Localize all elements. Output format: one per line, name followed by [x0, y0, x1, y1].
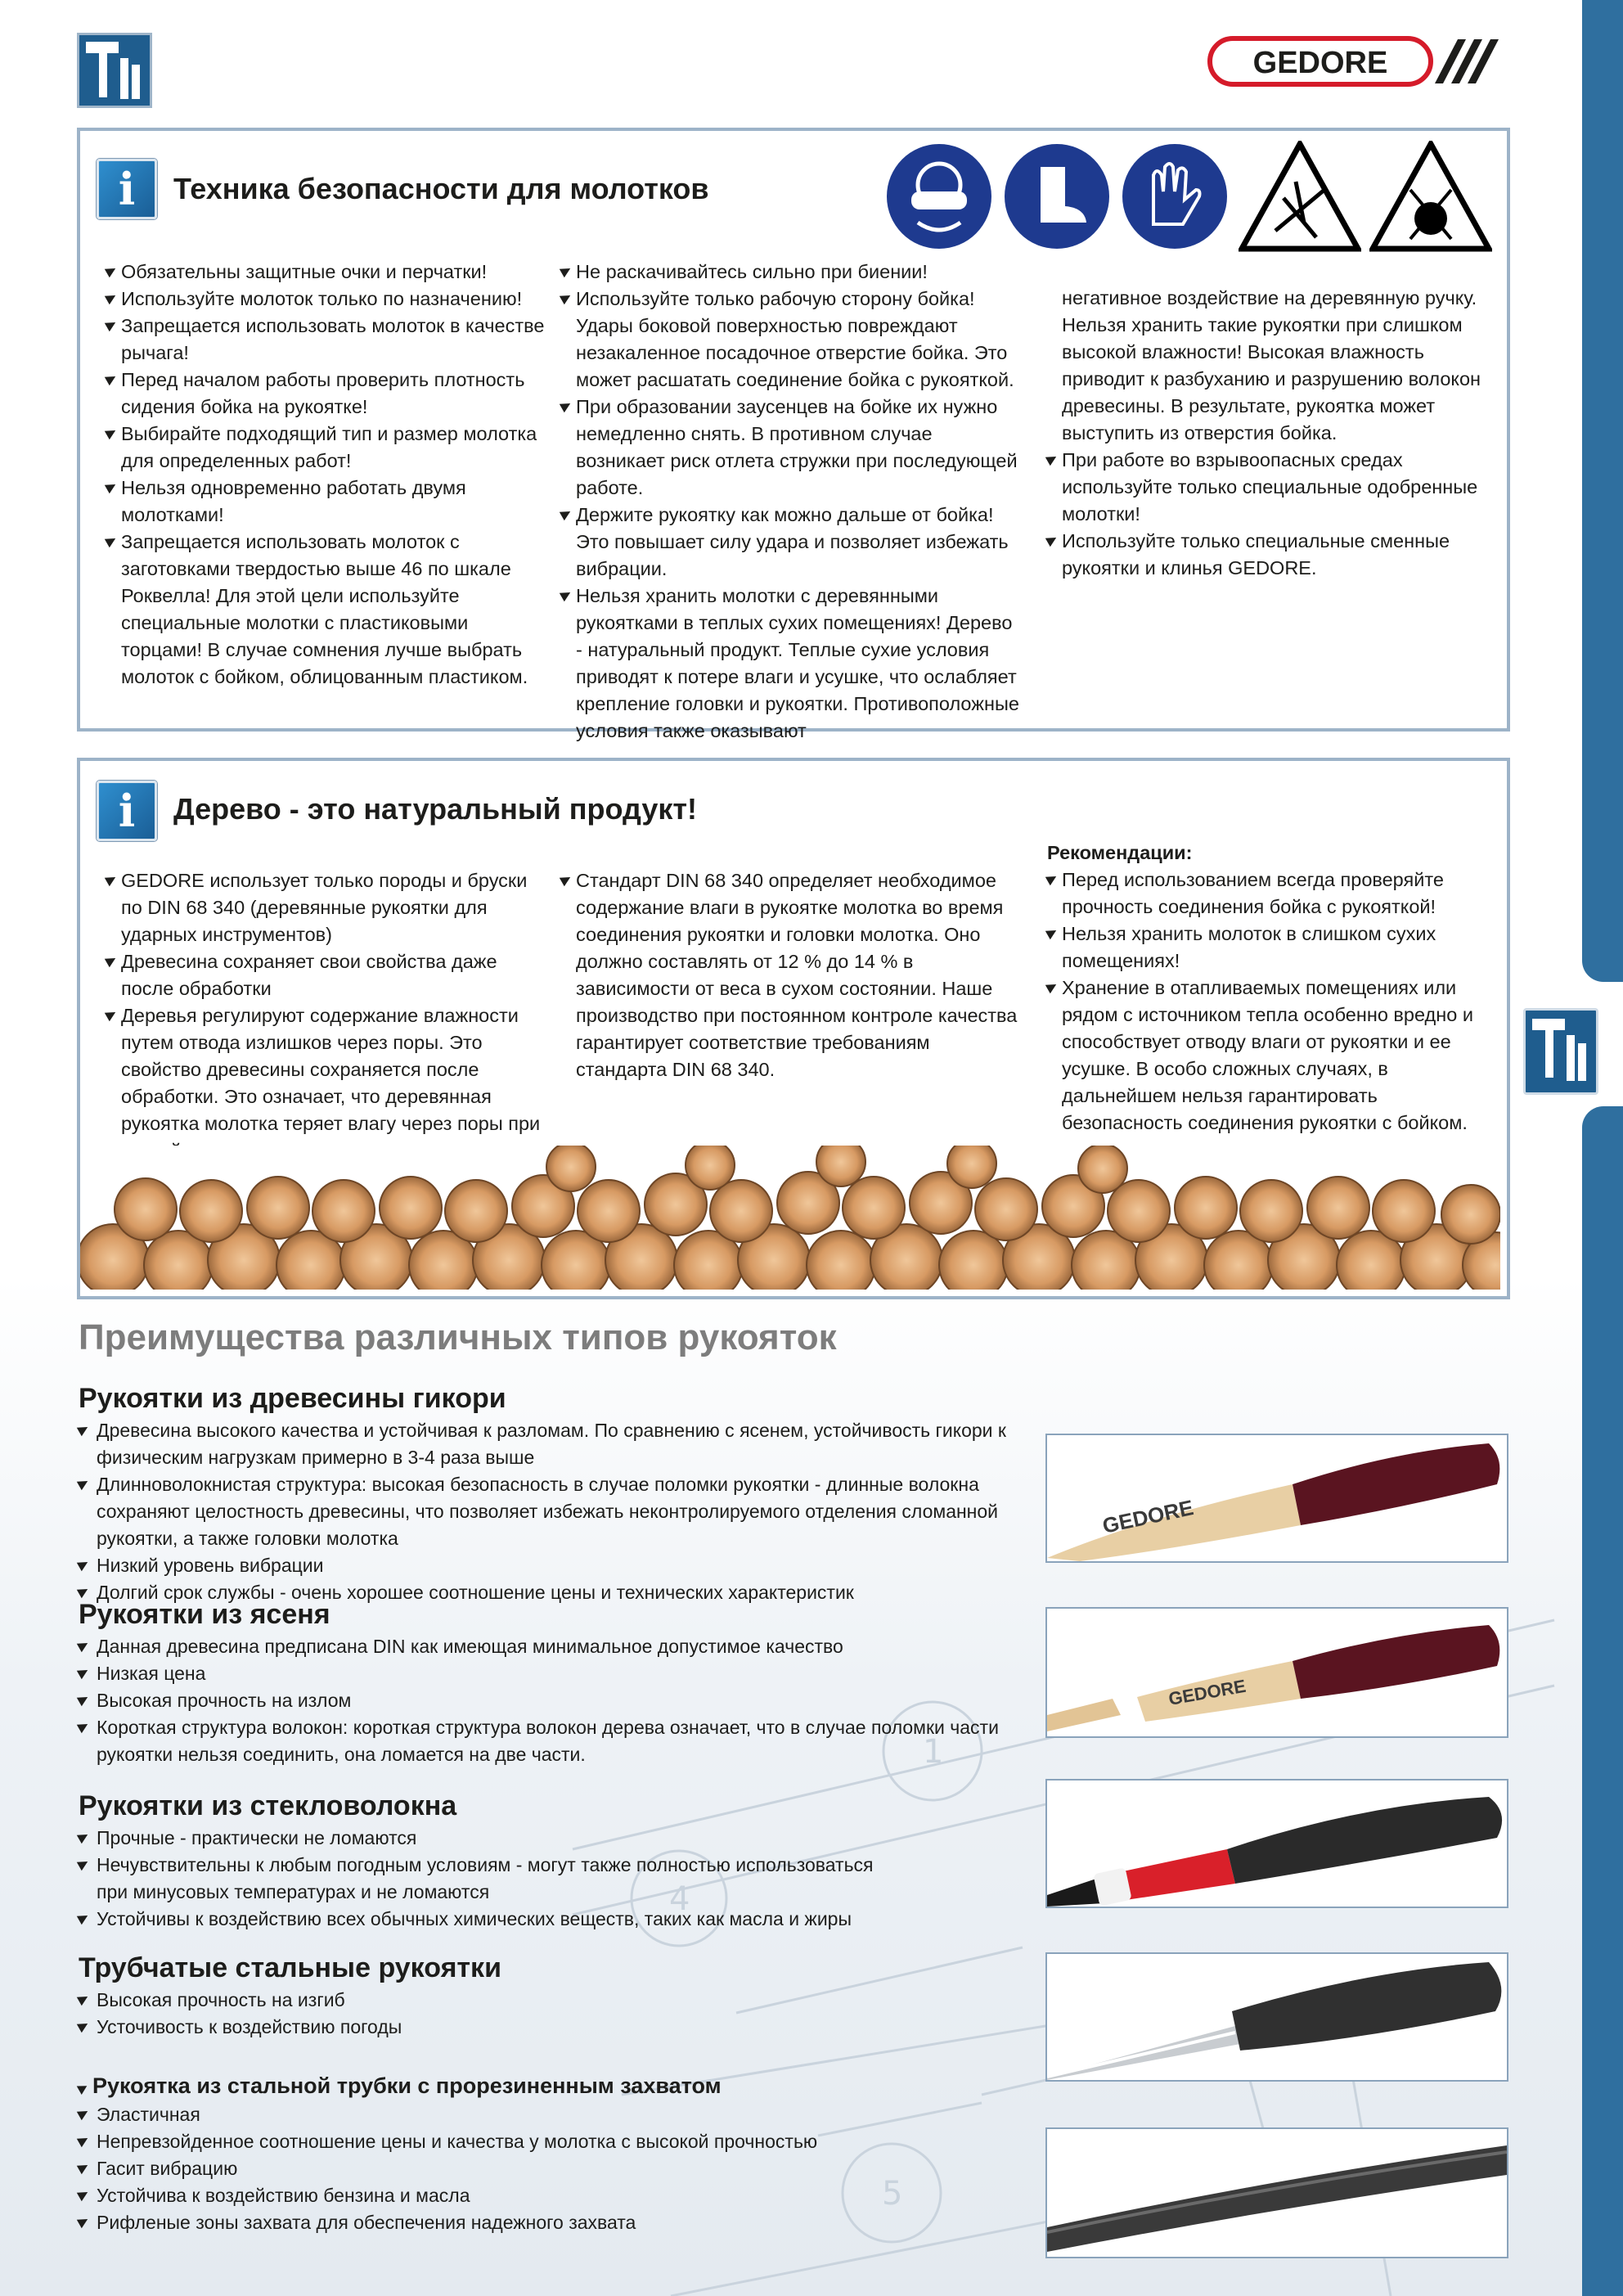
fiberglass-list	[79, 1825, 897, 1933]
list-item: Деревья регулируют содержание влажности путем отвода излишков через поры. Это свойство древесины сохраняется после обработки. Это означает, что деревянная рукоятка молотка теряет влагу через поры при	[106, 1002, 548, 1164]
side-tab-top	[1582, 0, 1623, 982]
steel-rubber-list	[79, 2101, 897, 2236]
hickory-title: Рукоятки из древесины гикори	[79, 1383, 506, 1414]
list-item: При работе во взрывоопасных средах используйте только специальные одобренные молотки!	[1047, 447, 1489, 528]
hammer-tools-icon[interactable]	[1523, 1008, 1598, 1095]
list-item: Нельзя хранить молоток в слишком сухих помещениях!	[1047, 921, 1489, 975]
list-item: Древесина сохраняет свои свойства даже после обработки	[106, 948, 548, 1002]
list-item: Гасит вибрацию	[79, 2155, 897, 2182]
list-item: Запрещается использовать молоток с заготовками твердостью выше 46 по шкале Роквелла! Для этой цели используйте специальные молотки с пластиковыми торцами! В случае сомнения лучше выбрать молоток с бойком, облицованным пластиком.	[106, 529, 548, 691]
list-item: Нельзя хранить молотки с деревянными рукоятками в теплых сухих помещениях! Дерево - натуральный продукт. Теплые сухие условия приводят к потере влаги и усушке, что ослабляет крепление головки и рукоятки. Противоположные условия также оказывают	[561, 583, 1019, 745]
ash-handle-image	[1045, 1607, 1508, 1738]
list-item: Низкая цена	[79, 1660, 1019, 1687]
steel-title: Трубчатые стальные рукоятки	[79, 1952, 501, 1983]
list-item: Устойчивы к воздействию всех обычных химических веществ, таких как масла и жиры	[79, 1906, 897, 1933]
ash-list	[79, 1633, 1019, 1768]
side-tab-bottom	[1582, 1106, 1623, 2296]
hammer-tools-icon	[77, 33, 152, 108]
hickory-handle-image	[1045, 1434, 1508, 1563]
list-item: Рифленые зоны захвата для обеспечения надежного захвата	[79, 2209, 897, 2236]
safety-section	[77, 128, 1510, 741]
wood-column-1	[106, 867, 548, 1164]
list-item: Используйте только рабочую сторону бойка! Удары боковой поверхностью повреждают незакаленное посадочное отверстие бойка. Это может расшатать соединение бойка с рукояткой.	[561, 286, 1019, 394]
steel-rubber-handle-image	[1045, 2127, 1508, 2258]
fiberglass-title: Рукоятки из стекловолокна	[79, 1790, 457, 1821]
warning-explosion-icon	[1369, 141, 1492, 252]
list-item: Перед началом работы проверить плотность сидения бойка на рукоятке!	[106, 367, 548, 421]
logs-photo	[80, 1146, 1500, 1290]
hickory-list	[79, 1417, 1019, 1606]
list-item: Хранение в отапливаемых помещениях или рядом с источником тепла особенно вредно и способствует отводу влаги от рукоятки и ее усушке. В особо сложных случаях, в дальнейшем нельзя гарантировать безопасность соединения рукоятки с бойком.	[1047, 975, 1489, 1137]
steel-rubber-title: Рукоятка из стальной трубки с прорезиненным захватом	[79, 2073, 722, 2099]
handles-section-title: Преимущества различных типов рукояток	[79, 1317, 837, 1357]
list-item: Нечувствительны к любым погодным условиям - могут также полностью использоваться при минусовых температурах и не ломаются	[79, 1852, 897, 1906]
list-item: Усточивость к воздействию погоды	[79, 2014, 897, 2041]
svg-text:4: 4	[669, 1880, 690, 1918]
svg-text:1: 1	[923, 1733, 944, 1771]
steel-handle-image	[1045, 1952, 1508, 2082]
list-item: Прочные - практически не ломаются	[79, 1825, 897, 1852]
svg-text:GEDORE: GEDORE	[1252, 46, 1388, 80]
list-item: Эластичная	[79, 2101, 897, 2128]
recommendations-title: Рекомендации:	[1047, 842, 1193, 863]
list-item: Древесина высокого качества и устойчивая к разломам. По сравнению с ясенем, устойчивость гикори к физическим нагрузкам примерно в 3-4 раза выше	[79, 1417, 1019, 1471]
list-item: Нельзя одновременно работать двумя молотками!	[106, 475, 548, 529]
fiberglass-handle-image	[1045, 1779, 1508, 1908]
safety-column-1	[106, 259, 548, 691]
list-item: При образовании заусенцев на бойке их нужно немедленно снять. В противном случае возникает риск отлета стружки при последующей работе.	[561, 394, 1019, 502]
boot-icon	[1003, 142, 1111, 250]
list-item: Низкий уровень вибрации	[79, 1552, 1019, 1579]
list-item: Запрещается использовать молоток в качестве рычага!	[106, 313, 548, 367]
list-item: Длинноволокнистая структура: высокая безопасность в случае поломки рукоятки - длинные волокна сохраняют целостность древесины, что позволяет избежать неконтролируемого отделения сломанной рукоятки, а также головки молотка	[79, 1471, 1019, 1552]
list-item: Не раскачивайтесь сильно при биении!	[561, 259, 1019, 286]
svg-text:5: 5	[882, 2175, 903, 2213]
list-item: Держите рукоятку как можно дальше от бойка! Это повышает силу удара и позволяет избежать вибрации.	[561, 502, 1019, 583]
wood-column-2	[561, 867, 1019, 1083]
ash-title: Рукоятки из ясеня	[79, 1599, 330, 1630]
svg-text:GEDORE: GEDORE	[1167, 1675, 1248, 1709]
list-item: Стандарт DIN 68 340 определяет необходимое содержание влаги в рукоятке молотка во время соединения рукоятки и головки молотка. Оно должно составлять от 12 % до 14 % в зависимости от веса в сухом состоянии. Наше производство при постоянном контроле качества гарантирует соответствие требованиям стандарта DIN 68 340.	[561, 867, 1019, 1083]
wood-title: Дерево - это натуральный продукт!	[173, 792, 697, 826]
list-item: Перед использованием всегда проверяйте прочность соединения бойка с рукояткой!	[1047, 867, 1489, 921]
warning-splinter-icon	[1239, 141, 1361, 252]
list-item: Непревзойденное соотношение цены и качества у молотка с высокой прочностью	[79, 2128, 897, 2155]
list-item: Данная древесина предписана DIN как имеющая минимальное допустимое качество	[79, 1633, 1019, 1660]
list-item: Высокая прочность на излом	[79, 1687, 1019, 1714]
list-item: Короткая структура волокон: короткая структура волокон дерева означает, что в случае поломки части рукоятки нельзя соединить, она ломается на две части.	[79, 1714, 1019, 1768]
steel-list	[79, 1987, 897, 2041]
list-item: Используйте только специальные сменные рукоятки и клинья GEDORE.	[1047, 528, 1489, 582]
list-item: Долгий срок службы - очень хорошее соотношение цены и технических характеристик	[79, 1579, 1019, 1606]
list-item: Выбирайте подходящий тип и размер молотка для определенных работ!	[106, 421, 548, 475]
safety-column-2	[561, 259, 1019, 745]
info-icon: i	[97, 159, 157, 219]
goggles-icon	[885, 142, 993, 250]
gedore-logo	[1207, 36, 1505, 87]
info-icon: i	[97, 781, 157, 841]
wood-column-3	[1047, 840, 1489, 1137]
list-item: Устойчива к воздействию бензина и масла	[79, 2182, 897, 2209]
list-item: Обязательны защитные очки и перчатки!	[106, 259, 548, 286]
safety-column-3	[1047, 285, 1489, 582]
gloves-icon	[1121, 142, 1229, 250]
list-item: Высокая прочность на изгиб	[79, 1987, 897, 2014]
continued-text: негативное воздействие на деревянную ручку. Нельзя хранить такие рукоятки при слишком высокой влажности! Высокая влажность приводит к разбуханию и разрушению волокон древесины. В результате, рукоятка может выступить из отверстия бойка.	[1062, 287, 1481, 443]
list-item: GEDORE использует только породы и бруски по DIN 68 340 (деревянные рукоятки для ударных инструментов)	[106, 867, 548, 948]
svg-text:GEDORE: GEDORE	[1100, 1495, 1196, 1538]
safety-title: Техника безопасности для молотков	[173, 172, 709, 205]
list-item: Используйте молоток только по назначению!	[106, 286, 548, 313]
